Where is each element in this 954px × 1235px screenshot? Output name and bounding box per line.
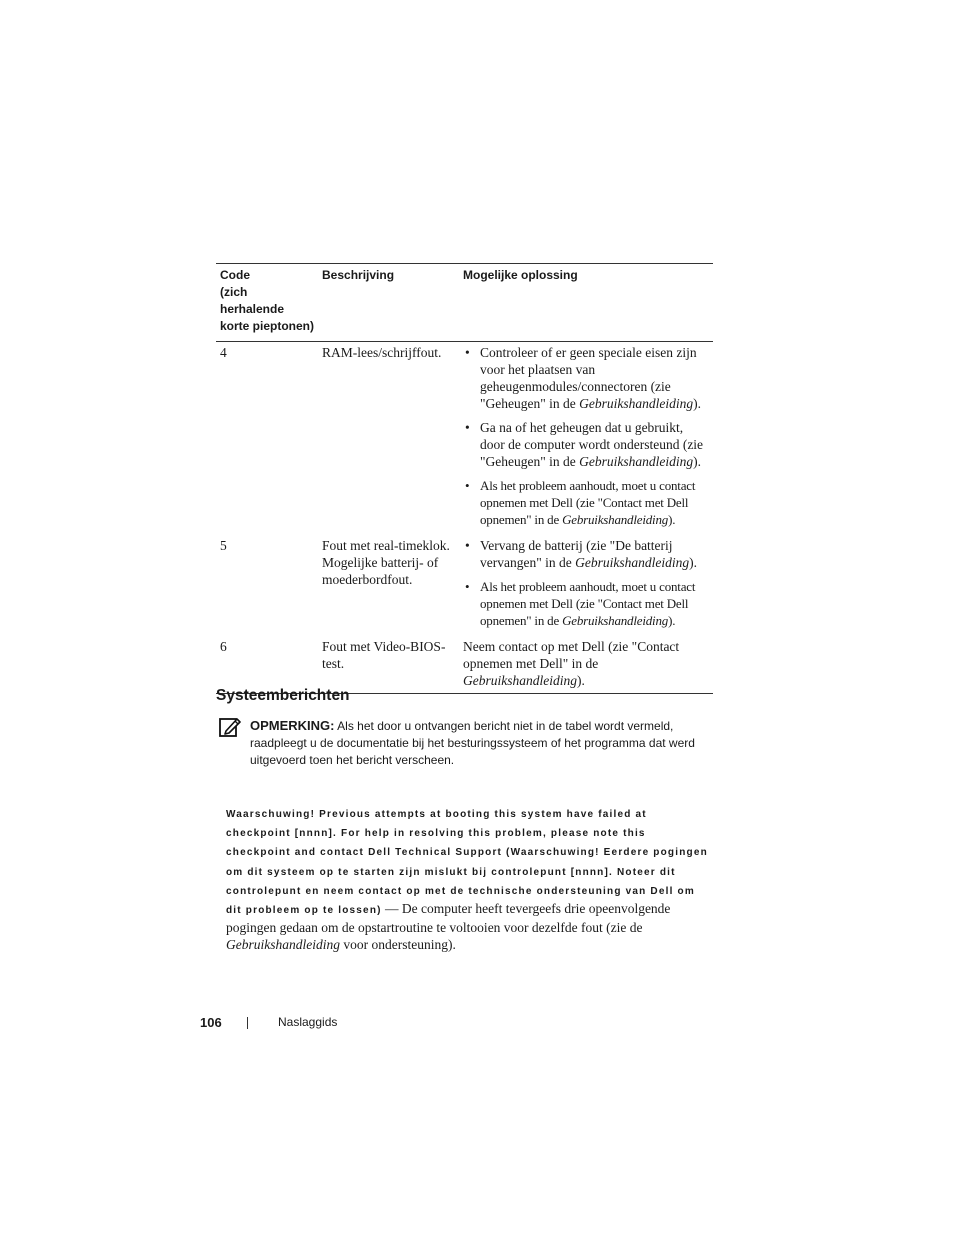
code-cell: 4 <box>220 345 227 360</box>
beep-code-table <box>216 263 713 694</box>
header-solution: Mogelijke oplossing <box>459 264 713 342</box>
warning-italic: Gebruikshandleiding <box>226 937 340 953</box>
solution-cell <box>459 342 713 537</box>
footer-title: Naslaggids <box>278 1015 338 1029</box>
footer-separator <box>247 1017 248 1029</box>
table-header-row <box>216 264 713 342</box>
solution-cell <box>459 536 713 637</box>
solution-item: • Als het probleem aanhoudt, moet u contact opnemen met Dell (zie "Contact met Dell opnemen" in de Gebruikshandleiding). <box>465 579 696 628</box>
warning-dash: — <box>381 901 402 917</box>
description-cell: Fout met real-timeklok. Mogelijke batterij- of moederbordfout. <box>322 538 450 587</box>
header-description: Beschrijving <box>318 264 459 342</box>
solution-cell: Neem contact op met Dell (zie "Contact opnemen met Dell" in de Gebruikshandleiding). <box>463 639 680 688</box>
table-row <box>216 637 713 694</box>
solution-item: • Ga na of het geheugen dat u gebruikt, door de computer wordt ondersteund (zie "Geheugen" in de Gebruikshandleiding). <box>465 420 704 469</box>
description-cell: Fout met Video-BIOS-test. <box>322 639 446 671</box>
solution-item: • Als het probleem aanhoudt, moet u contact opnemen met Dell (zie "Contact met Dell opnemen" in de Gebruikshandleiding). <box>465 478 696 527</box>
table-row <box>216 342 713 537</box>
description-cell: RAM-lees/schrijffout. <box>322 345 442 360</box>
code-cell: 5 <box>220 538 227 553</box>
warning-caps-text: Waarschuwing! Previous attempts at booting this system have failed at checkpoint [nnnn]. For help in resolving this problem, please note this checkpoint and contact Dell Technical Support (Waarschuwing! Eerdere pogingen om dit systeem op te starten zijn mislukt bij controlepunt [nnnn]. Noteer dit controlepunt en neem contact op met de technische ondersteuning van Dell om dit probleem op te lossen) <box>226 809 708 917</box>
warning-message <box>226 804 714 954</box>
note-block <box>250 717 720 769</box>
solution-item: • Controleer of er geen speciale eisen zijn voor het plaatsen van geheugenmodules/connectoren (zie "Geheugen" in de Gebruikshandleiding). <box>465 345 701 411</box>
solution-item: • Vervang de batterij (zie "De batterij vervangen" in de Gebruikshandleiding). <box>465 538 697 570</box>
warning-end: voor ondersteuning). <box>340 937 456 953</box>
warning-body: De computer heeft tevergeefs drie opeenvolgende pogingen gedaan om de opstartroutine te voltooien voor dezelfde fout (zie de <box>226 901 671 936</box>
header-code: Code (zich herhalende korte pieptonen) <box>216 264 318 342</box>
note-text: Als het door u ontvangen bericht niet in de tabel wordt vermeld, raadpleegt u de documentatie bij het besturingssysteem of het programma dat werd uitgevoerd toen het bericht verscheen. <box>250 719 695 767</box>
page-number: 106 <box>200 1015 222 1030</box>
code-cell: 6 <box>220 639 227 654</box>
section-title: Systeemberichten <box>216 687 350 704</box>
pencil-note-icon <box>219 716 241 738</box>
note-label: OPMERKING: <box>250 718 335 733</box>
table-row <box>216 536 713 637</box>
